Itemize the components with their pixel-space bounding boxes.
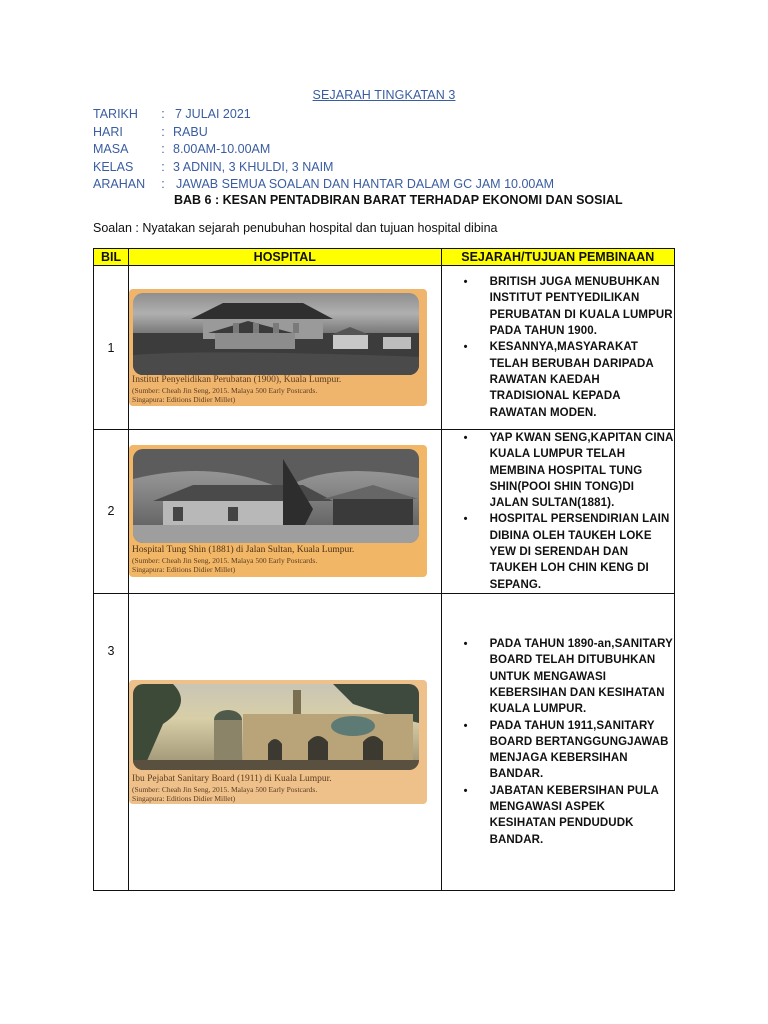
photo-caption xyxy=(132,774,423,803)
list-item xyxy=(442,511,674,592)
meta-row-tarikh xyxy=(93,106,554,124)
list-item xyxy=(442,636,674,717)
photo-caption xyxy=(132,375,423,404)
table-row xyxy=(94,266,675,430)
sejarah-cell xyxy=(441,430,674,594)
header-sejarah: SEJARAH/TUJUAN PEMBINAAN xyxy=(441,249,674,266)
bil-cell: 2 xyxy=(94,430,129,594)
meta-key: KELAS xyxy=(93,159,134,174)
photo-scene xyxy=(133,449,419,543)
list-item xyxy=(442,274,674,339)
meta-value: JAWAB SEMUA SOALAN DAN HANTAR DALAM GC JAM 10.00AM xyxy=(176,177,555,191)
bullet-icon: • xyxy=(463,638,468,651)
building-illustration xyxy=(133,684,419,770)
point-text: PADA TAHUN 1911,SANITARY BOARD BERTANGGUNGJAWAB MENJAGA KEBERSIHAN BANDAR. xyxy=(489,719,669,781)
caption-title: Ibu Pejabat Sanitary Board (1911) di Kuala Lumpur. xyxy=(132,773,332,784)
caption-source: (Sumber: Cheah Jin Seng, 2015. Malaya 500 Early Postcards. xyxy=(132,386,318,395)
hospital-photo xyxy=(129,680,427,804)
point-text: YAP KWAN SENG,KAPITAN CINA KUALA LUMPUR TELAH MEMBINA HOSPITAL TUNG SHIN(POOI SHIN TONG)DI JALAN SULTAN(1881). xyxy=(489,432,674,510)
meta-value: 7 JULAI 2021 xyxy=(175,107,251,121)
meta-colon: : xyxy=(161,124,165,139)
meta-value: 8.00AM-10.00AM xyxy=(173,142,271,156)
meta-colon: : xyxy=(161,159,165,174)
building-illustration xyxy=(133,449,419,543)
table-row xyxy=(94,430,675,594)
points-list xyxy=(442,430,674,593)
bullet-icon: • xyxy=(463,719,468,732)
bil-cell: 1 xyxy=(94,266,129,430)
hospital-cell xyxy=(129,430,442,594)
meta-value: 3 ADNIN, 3 KHULDI, 3 NAIM xyxy=(173,159,334,174)
meta-key: MASA xyxy=(93,142,129,156)
bullet-icon: • xyxy=(463,784,468,797)
meta-colon: : xyxy=(161,142,165,156)
caption-publisher: Singapura: Editions Didier Millet) xyxy=(132,395,236,404)
caption-publisher: Singapura: Editions Didier Millet) xyxy=(132,565,236,575)
caption-source: (Sumber: Cheah Jin Seng, 2015. Malaya 500 Early Postcards. xyxy=(132,784,318,794)
hospital-table xyxy=(93,248,675,891)
bullet-icon: • xyxy=(463,341,468,354)
caption-publisher: Singapura: Editions Didier Millet) xyxy=(132,793,236,803)
point-text: PADA TAHUN 1890-an,SANITARY BOARD TELAH DITUBUHKAN UNTUK MENGAWASI KEBERSIHAN DAN KESIHATAN KUALA LUMPUR. xyxy=(489,638,673,716)
list-item xyxy=(442,783,674,848)
bil-cell: 3 xyxy=(94,593,129,890)
meta-row-arahan xyxy=(93,176,554,194)
meta-key: HARI xyxy=(93,124,123,139)
hospital-photo xyxy=(129,289,427,406)
table-row xyxy=(94,593,675,890)
caption-source: (Sumber: Cheah Jin Seng, 2015. Malaya 500 Early Postcards. xyxy=(132,556,318,566)
points-list xyxy=(442,274,674,421)
hospital-cell xyxy=(129,593,442,890)
list-item xyxy=(442,339,674,420)
question-text: Soalan : Nyatakan sejarah penubuhan hospital dan tujuan hospital dibina xyxy=(93,221,498,235)
bullet-icon: • xyxy=(463,432,468,444)
meta-colon: : xyxy=(161,107,165,121)
page-title: SEJARAH TINGKATAN 3 xyxy=(312,88,456,102)
building-illustration xyxy=(133,293,419,375)
point-text: BRITISH JUGA MENUBUHKAN INSTITUT PENTYEDILIKAN PERUBATAN DI KUALA LUMPUR PADA TAHUN 1900. xyxy=(489,276,673,338)
meta-colon: : xyxy=(161,177,165,191)
meta-value: RABU xyxy=(173,124,208,139)
meta-block xyxy=(93,106,554,194)
table-header-row xyxy=(94,249,675,266)
point-text: JABATAN KEBERSIHAN PULA MENGAWASI ASPEK KESIHATAN PENDUDUDK BANDAR. xyxy=(489,784,659,846)
point-text: KESANNYA,MASYARAKAT TELAH BERUBAH DARIPADA RAWATAN KAEDAH TRADISIONAL KEPADA RAWATAN MODEN. xyxy=(489,341,654,419)
sejarah-cell xyxy=(441,266,674,430)
bullet-icon: • xyxy=(463,513,468,526)
header-bil: BIL xyxy=(94,249,129,266)
point-text: HOSPITAL PERSENDIRIAN LAIN DIBINA OLEH TAUKEH LOKE YEW DI SERENDAH DAN TAUKEH LOH CHIN KENG DI SEPANG. xyxy=(489,513,670,591)
caption-title: Institut Penyelidikan Perubatan (1900), Kuala Lumpur. xyxy=(132,375,342,385)
meta-row-masa xyxy=(93,141,554,159)
hospital-cell xyxy=(129,266,442,430)
meta-key: ARAHAN xyxy=(93,177,146,191)
photo-caption xyxy=(132,545,423,574)
points-list xyxy=(442,636,674,848)
meta-key: TARIKH xyxy=(93,107,138,121)
photo-scene xyxy=(133,293,419,375)
chapter-heading: BAB 6 : KESAN PENTADBIRAN BARAT TERHADAP EKONOMI DAN SOSIAL xyxy=(174,193,623,207)
header-hospital: HOSPITAL xyxy=(129,249,442,266)
photo-scene xyxy=(133,684,419,770)
caption-title: Hospital Tung Shin (1881) di Jalan Sultan, Kuala Lumpur. xyxy=(132,545,355,556)
meta-row-kelas xyxy=(93,159,554,177)
list-item xyxy=(442,718,674,783)
bullet-icon: • xyxy=(463,276,468,289)
hospital-photo xyxy=(129,445,427,577)
sejarah-cell xyxy=(441,593,674,890)
meta-row-hari xyxy=(93,124,554,142)
list-item xyxy=(442,430,674,511)
